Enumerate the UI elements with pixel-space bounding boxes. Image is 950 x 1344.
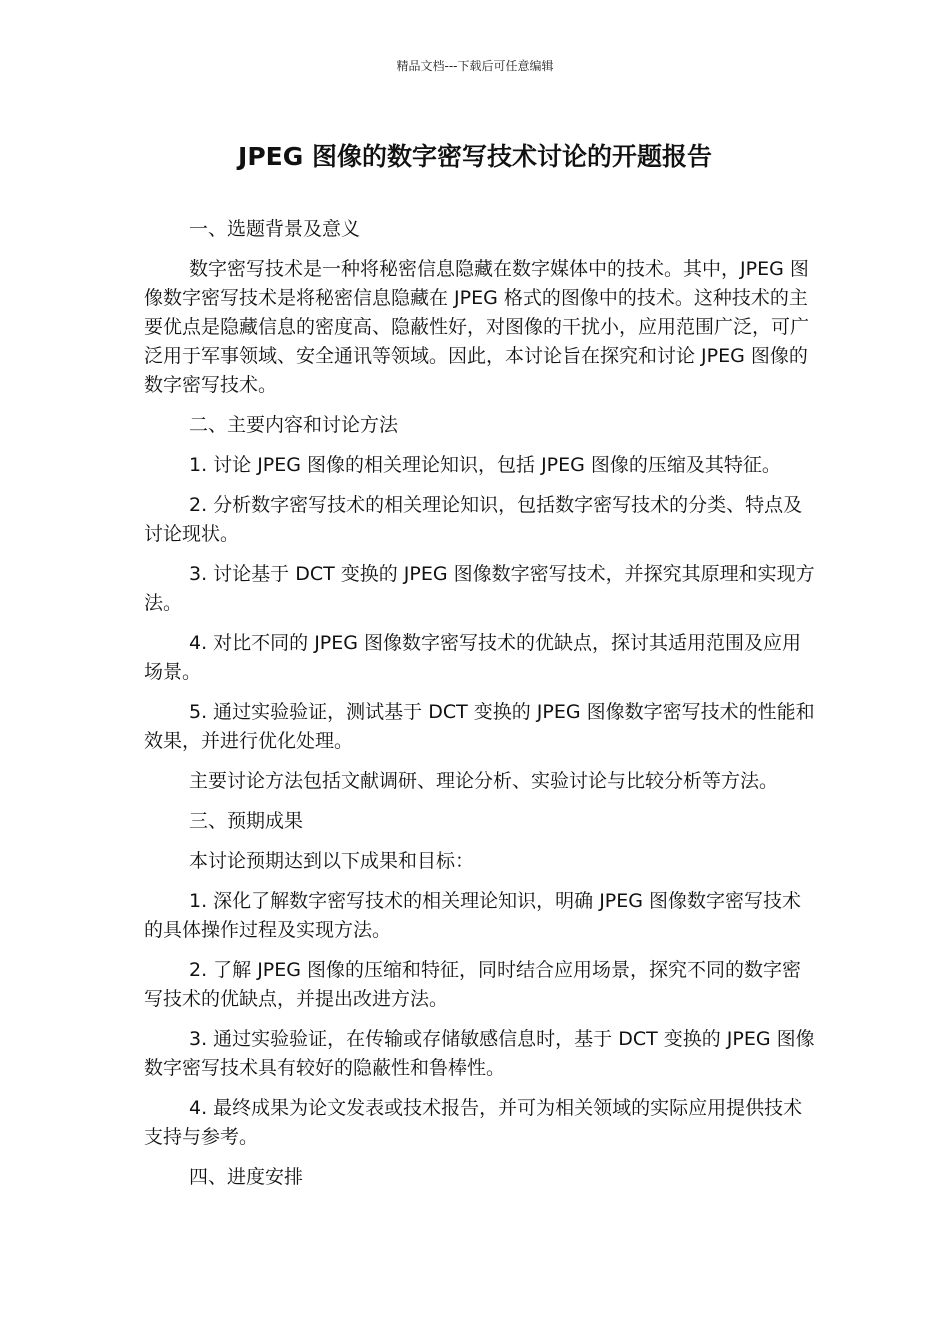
list-item: 4. 最终成果为论文发表或技术报告，并可为相关领域的实际应用提供技术支持与参考。 [144, 1097, 803, 1148]
list-item: 4. 对比不同的 JPEG 图像数字密写技术的优缺点，探讨其适用范围及应用场景。 [144, 632, 802, 683]
paragraph-background: 数字密写技术是一种将秘密信息隐藏在数字媒体中的技术。其中，JPEG 图像数字密写技术是将秘密信息隐藏在 JPEG 格式的图像中的技术。这种技术的主要优点是隐藏信息的密度高、隐蔽性好，对图像的干扰小，应用范围广泛，可广泛用于军事领域、安全通讯等领域。因此，本讨论旨在探究和讨论 JPEG 图像的数字密写技术。 [144, 258, 810, 396]
paragraph-methods: 主要讨论方法包括文献调研、理论分析、实验讨论与比较分析等方法。 [189, 770, 779, 792]
list-item: 1. 深化了解数字密写技术的相关理论知识，明确 JPEG 图像数字密写技术的具体操作过程及实现方法。 [144, 890, 802, 941]
document-title: JPEG 图像的数字密写技术讨论的开题报告 [238, 142, 712, 171]
list-item: 3. 通过实验验证，在传输或存储敏感信息时，基于 DCT 变换的 JPEG 图像数字密写技术具有较好的隐蔽性和鲁棒性。 [144, 1028, 815, 1079]
section-heading-content-methods: 二、主要内容和讨论方法 [189, 414, 399, 436]
document-body [144, 215, 820, 1203]
list-item: 5. 通过实验验证，测试基于 DCT 变换的 JPEG 图像数字密写技术的性能和效果，并进行优化处理。 [144, 701, 815, 752]
list-item: 2. 分析数字密写技术的相关理论知识，包括数字密写技术的分类、特点及讨论现状。 [144, 494, 803, 545]
list-item: 2. 了解 JPEG 图像的压缩和特征，同时结合应用场景，探究不同的数字密写技术的优缺点，并提出改进方法。 [144, 959, 802, 1010]
section-heading-expected-results: 三、预期成果 [189, 810, 304, 832]
paragraph-results-intro: 本讨论预期达到以下成果和目标： [189, 850, 475, 872]
list-item: 1. 讨论 JPEG 图像的相关理论知识，包括 JPEG 图像的压缩及其特征。 [189, 454, 781, 476]
header-note: 精品文档---下载后可任意编辑 [396, 59, 554, 73]
section-heading-background: 一、选题背景及意义 [189, 218, 361, 240]
list-item: 3. 讨论基于 DCT 变换的 JPEG 图像数字密写技术，并探究其原理和实现方法。 [144, 563, 815, 614]
section-heading-schedule: 四、进度安排 [189, 1166, 304, 1188]
